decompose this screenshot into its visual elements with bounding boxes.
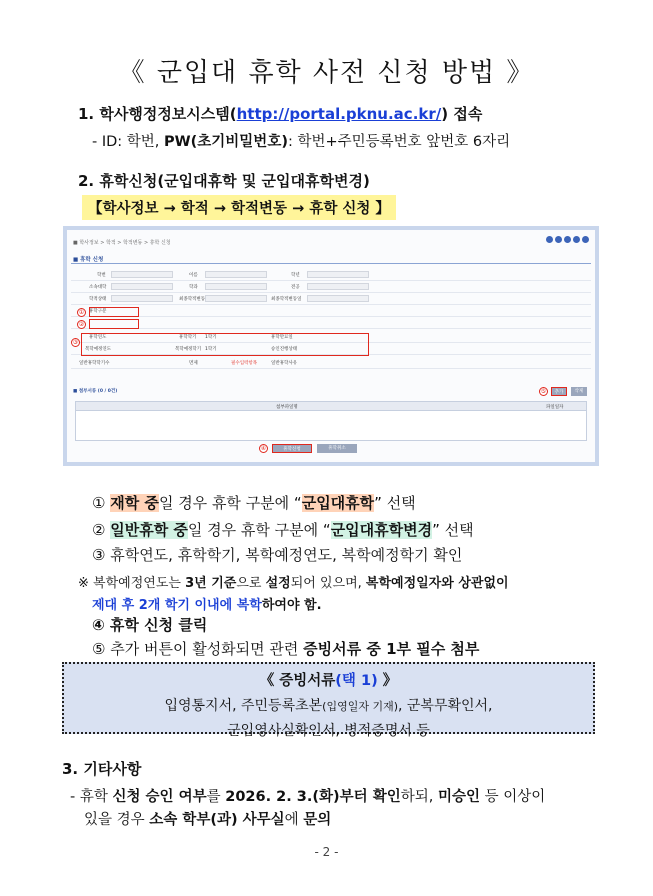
label-grade: 학년 <box>291 273 300 278</box>
pw-value: : 학번+주민등록번호 앞번호 6자리 <box>287 134 511 150</box>
label-leave-year: 휴학연도 <box>89 335 107 340</box>
marker-box-3 <box>81 333 369 356</box>
docbox-title-b: (택 1) <box>335 673 378 689</box>
note-d: 설정 <box>265 576 291 591</box>
evidence-docs-line-1 <box>64 695 593 715</box>
s3-l1-b: 신청 승인 여부 <box>112 789 207 805</box>
s3-l1-g: 등 이상이 <box>480 789 546 805</box>
apply-leave-button[interactable]: 휴학신청 <box>272 444 312 453</box>
menu-path-label: 【학사정보 → 학적 → 학적변동 → 휴학 신청 】 <box>82 195 396 220</box>
label-leave-type: 휴학구분 <box>89 309 107 314</box>
label-last-change: 최종학적변동 <box>179 297 206 302</box>
id-value: : 학번, <box>117 134 165 150</box>
label-leave-end: 휴학만료일 <box>271 335 293 340</box>
item-5 <box>92 638 479 659</box>
screenshot-row-2 <box>71 282 591 293</box>
item-2-mid: 일 경우 휴학 구분에 “ <box>187 521 331 539</box>
screenshot-row-1 <box>71 270 591 281</box>
label-dept: 학과 <box>189 285 198 290</box>
docbox-line1-a: 입영통지서, 주민등록초본 <box>164 698 323 714</box>
attach-table-body <box>75 411 587 441</box>
required-text: 필수입력항목 <box>231 361 258 366</box>
item-2-end: ” 선택 <box>432 521 474 539</box>
s3-l2-d: 문의 <box>303 812 332 828</box>
note-e: 되어 있으며, <box>290 576 366 591</box>
item-1-num: ① <box>92 494 106 512</box>
label-general-reason: 일반휴학사유 <box>271 361 298 366</box>
note-b: 3년 기준 <box>185 576 237 591</box>
s3-l1-a: - 휴학 <box>70 789 113 805</box>
docbox-line1-small: (입영일자 기재) <box>322 700 398 713</box>
leave-term-value: 1학기 <box>205 335 217 340</box>
docbox-title-c: 》 <box>377 673 398 689</box>
item-5-a: ⑤ 추가 버튼이 활성화되면 관련 <box>92 640 304 658</box>
screenshot-row-general <box>71 358 591 369</box>
evidence-docs-box <box>62 662 595 739</box>
item-1-end: ” 선택 <box>374 494 416 512</box>
screenshot-section-title: ■ 휴학 신청 <box>73 257 104 263</box>
label-leave-term: 휴학학기 <box>179 335 197 340</box>
docbox-title-a: 《 증빙서류 <box>259 673 336 689</box>
label-return-term: 복학예정학기 <box>175 347 202 352</box>
pw-label: PW(초기비밀번호) <box>164 134 288 150</box>
s3-l2-a: 있을 경우 <box>84 812 150 828</box>
evidence-docs-title <box>64 669 593 690</box>
add-button[interactable]: 추가 <box>551 387 567 396</box>
label-name: 이름 <box>189 273 198 278</box>
cancel-leave-button[interactable]: 휴학취소 <box>317 444 357 453</box>
label-major: 전공 <box>291 285 300 290</box>
marker-box-1 <box>89 307 139 317</box>
item-1-highlight: 재학 중 <box>110 494 159 512</box>
screenshot-row-leave-type <box>71 306 591 317</box>
label-return-year: 복학예정연도 <box>85 347 112 352</box>
evidence-docs-line-2: 군입영사실확인서, 병적증명서 등 <box>227 723 430 739</box>
screenshot-breadcrumb: ■ 학사정보 > 학적 > 학적변동 > 휴학 신청 <box>73 240 171 246</box>
marker-5: ⑤ <box>540 388 547 395</box>
item-2-option: 군입대휴학변경 <box>330 521 433 539</box>
label-approval: 승인진행상태 <box>271 347 298 352</box>
marker-box-2 <box>89 319 139 329</box>
item-2-highlight: 일반휴학 중 <box>110 521 188 539</box>
note-f: 복학예정일자와 상관없이 <box>365 576 509 591</box>
screenshot-row-leave-change <box>71 318 591 329</box>
label-student-id: 학번 <box>97 273 106 278</box>
item-2-num: ② <box>92 521 106 539</box>
grade-field <box>307 271 369 278</box>
item-1-mid: 일 경우 휴학 구분에 “ <box>158 494 302 512</box>
label-college: 소속대학 <box>89 285 107 290</box>
marker-1: ① <box>78 309 85 316</box>
page-number: - 2 - <box>314 845 339 859</box>
section3-heading: 3. 기타사항 <box>62 760 142 778</box>
item-4: ④ 휴학 신청 클릭 <box>92 616 208 634</box>
major-field <box>307 283 369 290</box>
note2-a: 제대 후 2개 학기 이내에 복학 <box>92 598 262 613</box>
student-id-field <box>111 271 173 278</box>
note2-b: 하여야 함. <box>261 598 322 613</box>
return-term-value: 1학기 <box>205 347 217 352</box>
screenshot-nav-icons <box>546 236 589 243</box>
section3-line-1 <box>70 785 545 806</box>
section3-line-2 <box>84 808 331 829</box>
s3-l2-c: 에 <box>284 812 304 828</box>
attach-col-date: 파일일자 <box>546 405 564 410</box>
portal-screenshot <box>63 226 599 466</box>
portal-link[interactable]: http://portal.pknu.ac.kr/ <box>236 105 442 123</box>
item-5-b: 증빙서류 중 1부 필수 첨부 <box>303 640 480 658</box>
marker-2: ② <box>78 321 85 328</box>
docbox-line1-b: , 군복무확인서, <box>398 698 493 714</box>
section2-heading: 2. 휴학신청(군입대휴학 및 군입대휴학변경) <box>78 172 370 190</box>
note-line-1 <box>78 572 509 591</box>
screenshot-divider <box>71 263 591 264</box>
note-a: ※ 복학예정연도는 <box>78 576 186 591</box>
status-field <box>111 295 173 302</box>
screenshot-row-3 <box>71 294 591 305</box>
s3-l1-e: 하되, <box>400 789 438 805</box>
section1-heading <box>78 103 482 124</box>
last-change-field <box>205 295 267 302</box>
note-line-2 <box>92 594 322 613</box>
item-1 <box>92 492 416 513</box>
id-label: - ID <box>92 134 118 150</box>
label-general-count: 일반휴학학기수 <box>79 361 110 366</box>
name-field <box>205 271 267 278</box>
s3-l1-f: 미승인 <box>437 789 480 805</box>
last-change-date-field <box>307 295 369 302</box>
label-last-change-date: 최종학적변동일 <box>271 297 302 302</box>
label-exempt: 면제 <box>189 361 198 366</box>
marker-4: ④ <box>260 445 267 452</box>
attach-col-filename: 첨부파일명 <box>276 405 298 410</box>
delete-button[interactable]: 삭제 <box>571 387 587 396</box>
attach-table-header <box>75 401 587 411</box>
item-1-option: 군입대휴학 <box>301 494 375 512</box>
item-3: ③ 휴학연도, 휴학학기, 복학예정연도, 복학예정학기 확인 <box>92 546 463 564</box>
s3-l1-d: 2026. 2. 3.(화)부터 확인 <box>225 789 401 805</box>
dept-field <box>205 283 267 290</box>
id-pw-line <box>92 130 510 151</box>
section1-heading-suffix: ) 접속 <box>441 105 483 123</box>
item-2 <box>92 519 474 540</box>
college-field <box>111 283 173 290</box>
page-title: 《 군입대 휴학 사전 신청 방법 》 <box>118 58 535 88</box>
s3-l1-c: 를 <box>206 789 226 805</box>
attach-title: ■ 첨부서류 (0 / 0건) <box>73 389 118 394</box>
section1-heading-prefix: 1. 학사행정정보시스템( <box>78 105 237 123</box>
s3-l2-b: 소속 학부(과) 사무실 <box>149 812 285 828</box>
note-c: 으로 <box>236 576 266 591</box>
label-status: 학적상태 <box>89 297 107 302</box>
marker-3: ③ <box>72 339 79 346</box>
